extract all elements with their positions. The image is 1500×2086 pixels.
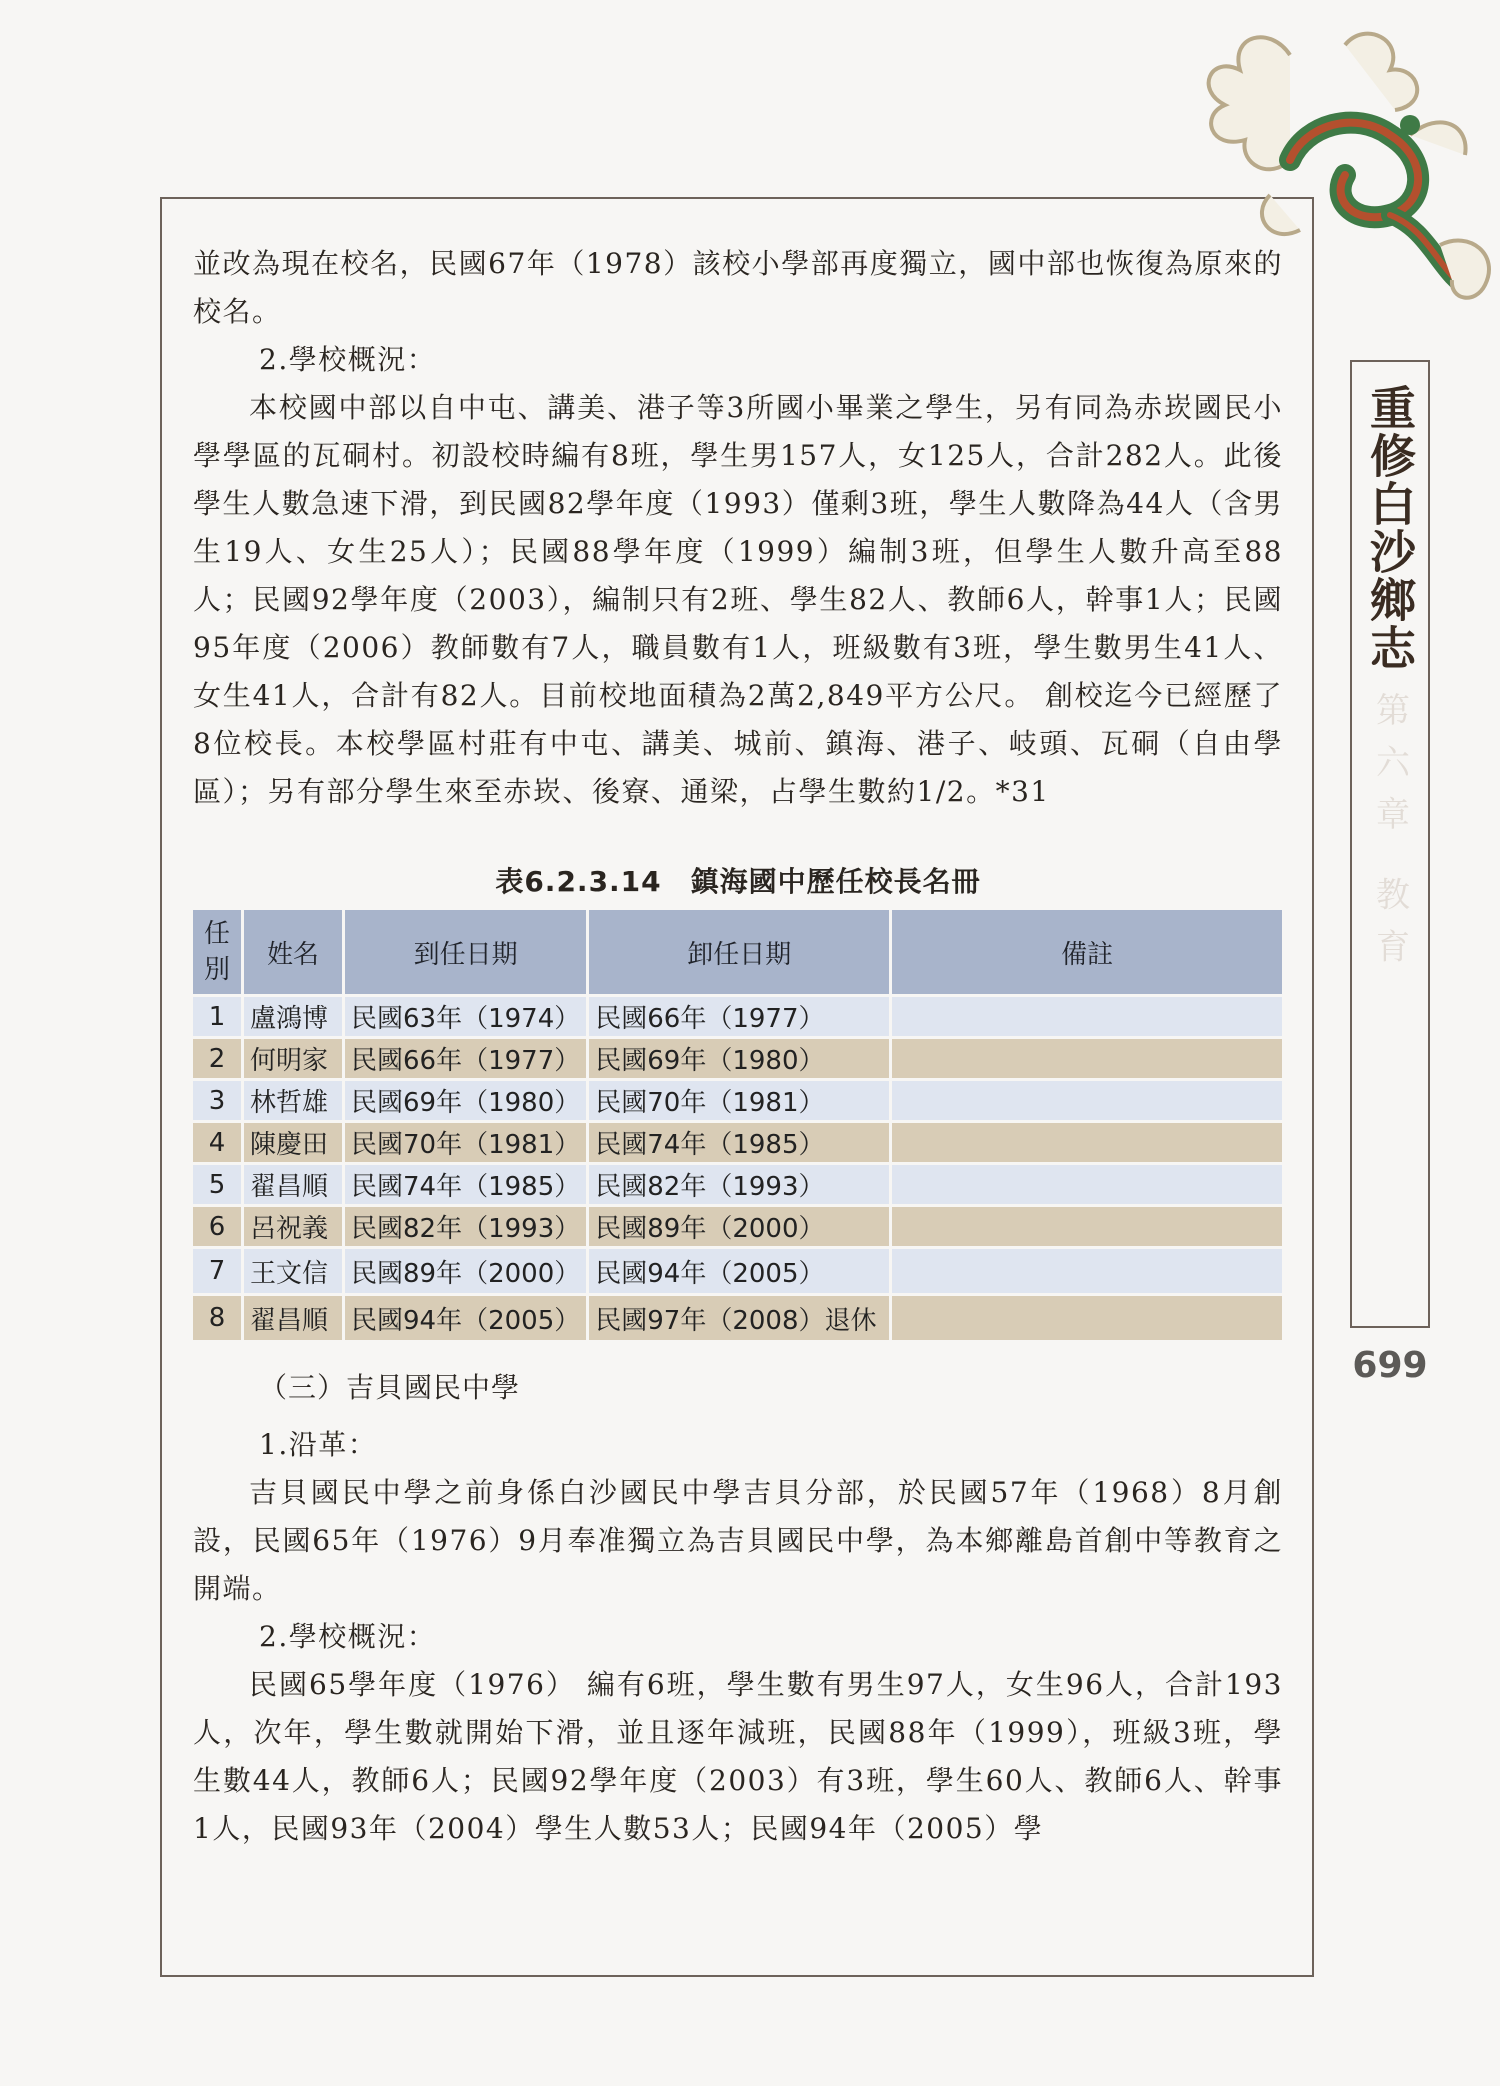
cell-name: 陳慶田 (243, 1122, 344, 1164)
header-end: 卸任日期 (588, 910, 891, 996)
cell-term: 7 (193, 1248, 243, 1295)
header-note: 備註 (891, 910, 1284, 996)
cell-note (891, 1295, 1284, 1342)
cell-name: 何明家 (243, 1038, 344, 1080)
cell-term: 2 (193, 1038, 243, 1080)
table-row (193, 1206, 1284, 1248)
cell-term: 3 (193, 1080, 243, 1122)
paragraph-1: 並改為現在校名，民國67年（1978）該校小學部再度獨立，國中部也恢復為原來的校名。 (193, 247, 1283, 328)
table-row (193, 1122, 1284, 1164)
cell-start: 民國63年（1974） (344, 996, 588, 1038)
cell-note (891, 1206, 1284, 1248)
cell-start: 民國66年（1977） (344, 1038, 588, 1080)
cell-start: 民國74年（1985） (344, 1164, 588, 1206)
paragraph-history: 吉貝國民中學之前身係白沙國民中學吉貝分部，於民國57年（1968）8月創設，民國65年（1976）9月奉准獨立為吉貝國民中學，為本鄉離島首創中等教育之開端。 (193, 1476, 1283, 1605)
heading-school-profile: 2.學校概況： (259, 343, 437, 376)
book-title: 重修白沙鄉志 (1363, 384, 1417, 672)
page-number: 699 (1352, 1345, 1428, 1386)
cell-term: 4 (193, 1122, 243, 1164)
page-content (193, 240, 1283, 1853)
table-row (193, 1295, 1284, 1342)
table-row (193, 1164, 1284, 1206)
header-start: 到任日期 (344, 910, 588, 996)
heading-history: 1.沿革： (259, 1428, 378, 1461)
cell-term: 8 (193, 1295, 243, 1342)
cell-end: 民國94年（2005） (588, 1248, 891, 1295)
paragraph-2: 本校國中部以自中屯、講美、港子等3所國小畢業之學生，另有同為赤崁國民小學學區的瓦硐村。初設校時編有8班，學生男157人，女125人，合計282人。此後學生人數急速下滑，到民國82學年度（1993）僅剩3班，學生人數降為44人（含男生19人、女生25人）；民國88學年度（1999）編制3班，但學生人數升高至88人；民國92學年度（2003），編制只有2班、學生82人、教師6人，幹事1人；民國95年度（2006）教師數有7人，職員數有1人，班級數有3班，學生數男生41人、女生41人，合計有82人。目前校地面積為2萬2,849平方公尺。 創校迄今已經歷了8位校長。本校學區村莊有中屯、講美、城前、鎮海、港子、岐頭、瓦硐（自由學區）；另有部分學生來至赤崁、後寮、通梁，占學生數約1/2。*31 (193, 391, 1283, 808)
cell-term: 1 (193, 996, 243, 1038)
cell-note (891, 1122, 1284, 1164)
principals-table (193, 910, 1285, 1343)
side-title-box (1350, 360, 1430, 1328)
cell-term: 5 (193, 1164, 243, 1206)
cell-end: 民國70年（1981） (588, 1080, 891, 1122)
cell-term: 6 (193, 1206, 243, 1248)
table-row (193, 1038, 1284, 1080)
cell-start: 民國82年（1993） (344, 1206, 588, 1248)
cell-end: 民國97年（2008）退休 (588, 1295, 891, 1342)
cell-note (891, 996, 1284, 1038)
cell-name: 王文信 (243, 1248, 344, 1295)
cell-start: 民國69年（1980） (344, 1080, 588, 1122)
section-title-jibei: （三）吉貝國民中學 (259, 1371, 521, 1404)
cell-end: 民國74年（1985） (588, 1122, 891, 1164)
cell-end: 民國69年（1980） (588, 1038, 891, 1080)
table-row (193, 1080, 1284, 1122)
table-row (193, 996, 1284, 1038)
cell-end: 民國89年（2000） (588, 1206, 891, 1248)
header-term: 任別 (193, 910, 243, 996)
header-name: 姓名 (243, 910, 344, 996)
table-caption: 表6.2.3.14 鎮海國中歷任校長名冊 (495, 865, 981, 898)
cell-end: 民國82年（1993） (588, 1164, 891, 1206)
cell-note (891, 1164, 1284, 1206)
heading-school-profile-2: 2.學校概況： (259, 1620, 437, 1653)
cell-note (891, 1080, 1284, 1122)
cell-start: 民國94年（2005） (344, 1295, 588, 1342)
cell-end: 民國66年（1977） (588, 996, 891, 1038)
chapter-title-faint: 第六章 教育 (1369, 692, 1410, 981)
table-header-row (193, 910, 1284, 996)
cell-name: 翟昌順 (243, 1164, 344, 1206)
cell-start: 民國89年（2000） (344, 1248, 588, 1295)
cell-name: 林哲雄 (243, 1080, 344, 1122)
cell-name: 呂祝義 (243, 1206, 344, 1248)
cell-name: 盧鴻博 (243, 996, 344, 1038)
cell-name: 翟昌順 (243, 1295, 344, 1342)
paragraph-profile: 民國65學年度（1976） 編有6班，學生數有男生97人，女生96人，合計193人，次年，學生數就開始下滑，並且逐年減班，民國88年（1999），班級3班，學生數44人，教師6人；民國92學年度（2003）有3班，學生60人、教師6人、幹事1人，民國93年（2004）學生人數53人；民國94年（2005）學 (193, 1668, 1283, 1845)
cell-start: 民國70年（1981） (344, 1122, 588, 1164)
table-row (193, 1248, 1284, 1295)
cell-note (891, 1038, 1284, 1080)
cell-note (891, 1248, 1284, 1295)
